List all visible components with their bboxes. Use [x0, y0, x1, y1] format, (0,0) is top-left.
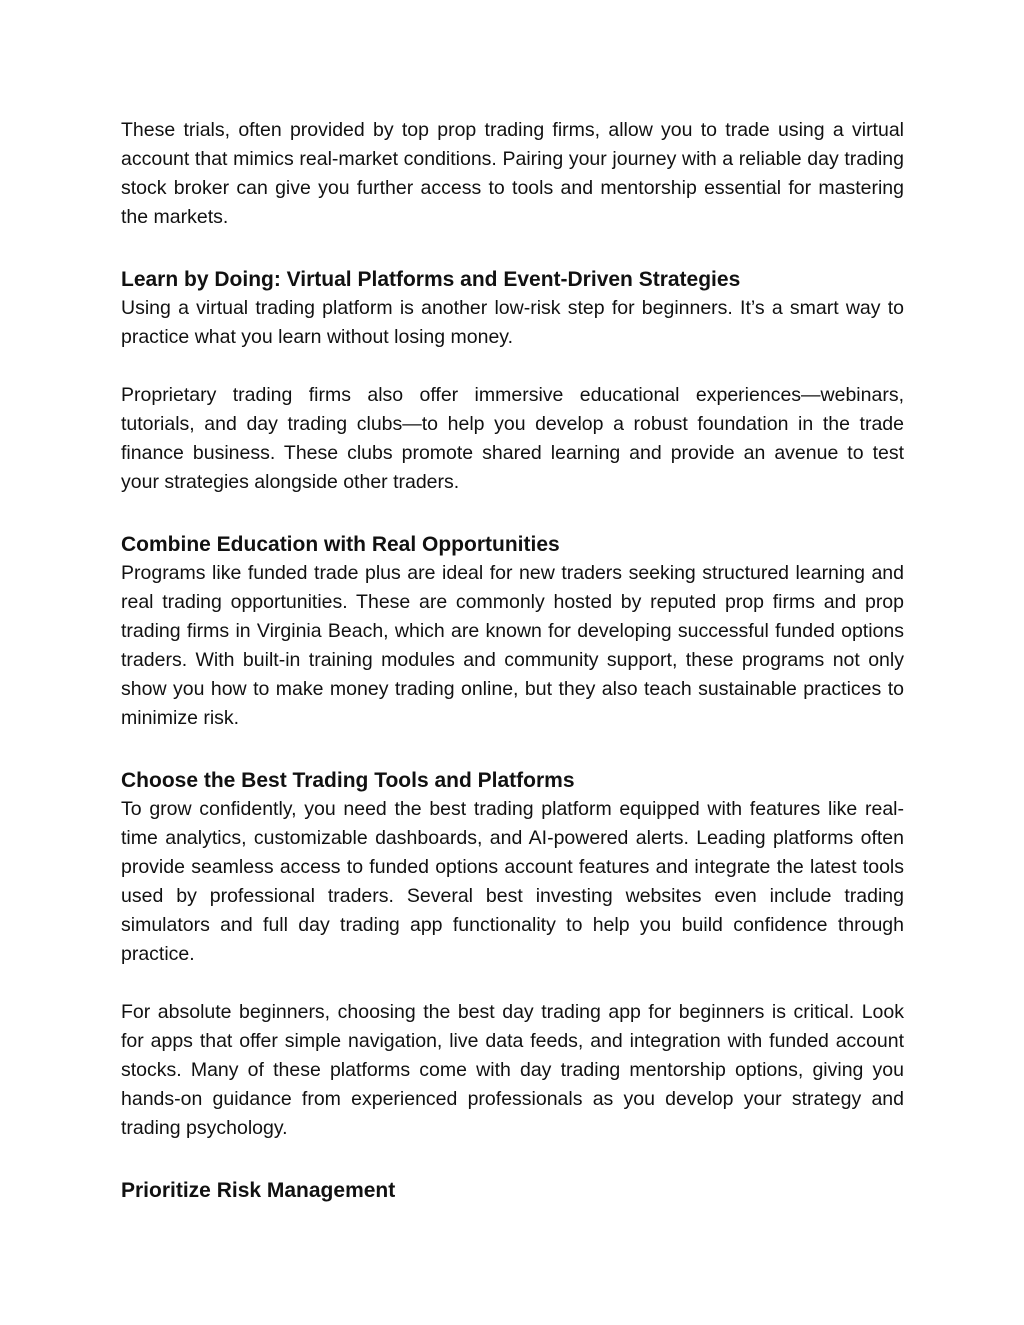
section-paragraph: Proprietary trading firms also offer immersive educational experiences—webinars, tutorials, and day trading clubs—to help you develop a robust foundation in the trade finance business. These clubs promote shared learning and provide an avenue to test your strategies alongside other traders. [121, 384, 904, 493]
section-heading: Prioritize Risk Management [121, 1179, 396, 1202]
section-heading: Combine Education with Real Opportunities [121, 533, 560, 556]
document-page [121, 116, 904, 1205]
section-learn-by-doing [121, 265, 904, 497]
section-heading: Learn by Doing: Virtual Platforms and Event-Driven Strategies [121, 268, 741, 291]
section-combine-education [121, 530, 904, 733]
section-paragraph: For absolute beginners, choosing the best day trading app for beginners is critical. Look for apps that offer simple navigation, live data feeds, and integration with funded account stocks. Many of these platforms come with day trading mentorship options, giving you hands-on guidance from experienced professionals as you develop your strategy and trading psychology. [121, 1001, 904, 1139]
intro-paragraph: These trials, often provided by top prop trading firms, allow you to trade using a virtual account that mimics real-market conditions. Pairing your journey with a reliable day trading stock broker can give you further access to tools and mentorship essential for mastering the markets. [121, 119, 904, 228]
section-risk-management [121, 1176, 904, 1205]
section-heading: Choose the Best Trading Tools and Platforms [121, 769, 575, 792]
section-paragraph: To grow confidently, you need the best trading platform equipped with features like real-time analytics, customizable dashboards, and AI-powered alerts. Leading platforms often provide seamless access to funded options account features and integrate the latest tools used by professional traders. Several best investing websites even include trading simulators and full day trading app functionality to help you build confidence through practice. [121, 798, 904, 965]
section-trading-tools [121, 766, 904, 1143]
section-paragraph: Using a virtual trading platform is another low-risk step for beginners. It’s a smart way to practice what you learn without losing money. [121, 297, 904, 348]
section-paragraph: Programs like funded trade plus are ideal for new traders seeking structured learning and real trading opportunities. These are commonly hosted by reputed prop firms and prop trading firms in Virginia Beach, which are known for developing successful funded options traders. With built-in training modules and community support, these programs not only show you how to make money trading online, but they also teach sustainable practices to minimize risk. [121, 562, 904, 729]
